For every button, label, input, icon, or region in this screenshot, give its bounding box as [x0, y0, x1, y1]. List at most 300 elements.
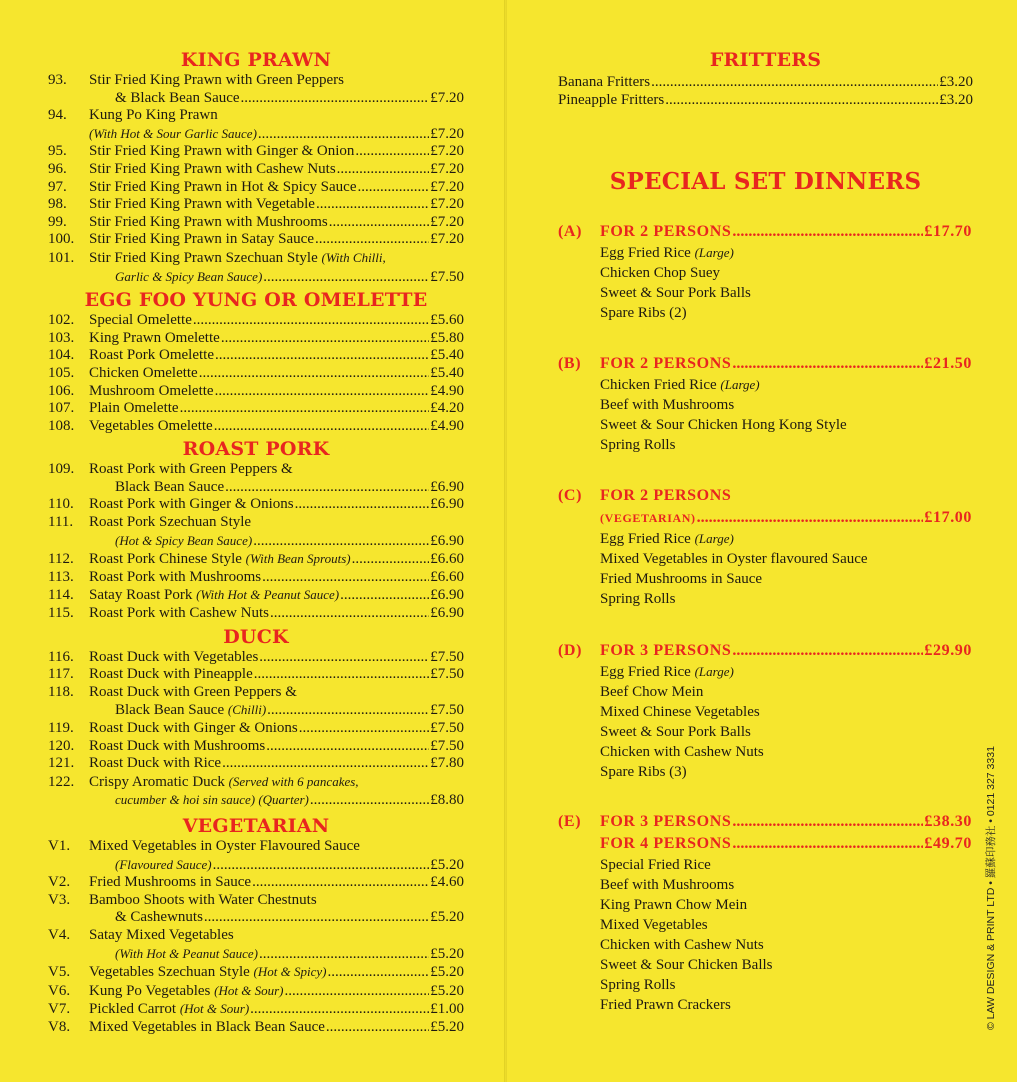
leader-dots: [214, 418, 430, 436]
set-header: [558, 640, 972, 662]
dish-name: Beef with Mushrooms: [600, 877, 735, 893]
item-text: Bamboo Shoots with Water Chestnuts: [89, 891, 317, 908]
item-note: (With Chilli,: [321, 249, 386, 265]
set-dish: [558, 935, 972, 955]
item-text: Stir Fried King Prawn with Vegetable: [89, 196, 315, 213]
item-text: Vegetables Omelette: [89, 417, 213, 434]
leader-dots: [352, 551, 430, 569]
leader-dots: [270, 605, 429, 623]
menu-item-line: [48, 479, 464, 497]
dish-name: Beef with Mushrooms: [600, 397, 735, 413]
item-number: 122.: [48, 773, 75, 790]
item-name: [89, 249, 386, 268]
leader-dots: [215, 383, 430, 401]
leader-dots: [337, 161, 430, 179]
menu-item-line: [48, 249, 464, 268]
item-number: 121.: [48, 755, 75, 772]
set-dish: [558, 283, 972, 303]
leader-dots: [193, 312, 429, 330]
leader-dots: [199, 365, 430, 383]
set-dish: [558, 375, 972, 395]
item-note: (Hot & Sour): [179, 1001, 250, 1017]
item-note: (With Bean Sprouts): [245, 551, 351, 567]
item-price: £5.20: [430, 1018, 464, 1035]
item-price: £7.50: [430, 702, 464, 719]
leader-dots: [254, 666, 430, 684]
item-price: £5.80: [430, 329, 464, 346]
item-number: V3.: [48, 891, 71, 908]
leader-dots: [250, 1001, 429, 1019]
item-text: Roast Pork Szechuan Style: [89, 514, 252, 531]
menu-item-line: [48, 892, 464, 910]
item-number: 104.: [48, 347, 75, 364]
leader-dots: [213, 857, 430, 875]
leader-dots: [259, 946, 429, 964]
menu-item-line: [48, 738, 464, 756]
item-name: [89, 383, 214, 401]
set-dish: [558, 895, 972, 915]
item-number: 120.: [48, 737, 75, 754]
item-number: 117.: [48, 666, 74, 683]
set-dish: [558, 855, 972, 875]
item-name: [89, 72, 344, 90]
dish-name: Mixed Vegetables: [600, 917, 708, 933]
section-heading: KING PRAWN: [180, 49, 332, 71]
menu-item-line: [48, 550, 464, 569]
set-dish: [558, 529, 972, 549]
set-dish: [558, 263, 972, 283]
item-name: [89, 773, 359, 792]
item-name: [89, 586, 339, 605]
dish-name: Chicken with Cashew Nuts: [600, 744, 764, 760]
set-header: [558, 353, 972, 375]
menu-item: [48, 755, 464, 773]
leader-dots: [258, 126, 429, 144]
item-name: [89, 479, 224, 497]
dish-name: Spring Rolls: [600, 437, 676, 453]
menu-item: [48, 347, 464, 365]
item-number: 100.: [48, 231, 75, 248]
item-name: [89, 496, 294, 514]
item-number: 106.: [48, 382, 75, 399]
item-note: (With Hot & Peanut Sauce): [115, 945, 258, 961]
item-text: Stir Fried King Prawn with Green Peppers: [89, 72, 344, 88]
item-number: V4.: [48, 926, 71, 943]
set-dinners-heading: SPECIAL SET DINNERS: [609, 168, 922, 195]
item-name: [89, 107, 218, 125]
menu-item: [48, 312, 464, 330]
menu-item: [48, 720, 464, 738]
menu-item-line: [48, 1000, 464, 1019]
item-text: Special Omelette: [89, 312, 192, 329]
section-heading: VEGETARIAN: [182, 814, 330, 837]
menu-item-line: [48, 791, 464, 810]
dish-name: Mixed Chinese Vegetables: [600, 704, 760, 720]
item-text: Stir Fried King Prawn Szechuan Style: [89, 249, 322, 266]
dish-name: Spring Rolls: [600, 977, 676, 993]
item-price: £7.20: [430, 231, 464, 248]
item-text: Stir Fried King Prawn in Hot & Spicy Sauce: [89, 178, 357, 195]
item-price: £5.60: [430, 312, 464, 329]
item-text: Roast Pork with Ginger & Onions: [89, 496, 294, 513]
dish-note: (Large): [720, 377, 760, 392]
item-number: 110.: [48, 496, 74, 513]
fritter-price: £3.20: [939, 91, 973, 108]
menu-item: [48, 666, 464, 684]
item-name: [89, 161, 336, 179]
item-number: 108.: [48, 417, 75, 434]
item-text: Pickled Carrot: [89, 1001, 180, 1018]
printer-credit: © LAW DESIGN & PRINT LTD • 羅蘇印務社 • 0121 327 3331: [985, 746, 997, 1030]
section-heading: EGG FOO YUNG OR OMELETTE: [84, 289, 428, 312]
item-number: V8.: [48, 1018, 71, 1035]
menu-item-line: [48, 963, 464, 982]
dish-name: Egg Fried Rice: [600, 664, 695, 680]
menu-item: [48, 383, 464, 401]
item-text: Stir Fried King Prawn with Ginger & Onion: [89, 143, 355, 160]
item-price: £7.20: [430, 196, 464, 213]
item-note: (Hot & Sour): [214, 982, 284, 998]
dish-name: Spare Ribs (3): [600, 764, 687, 780]
leader-dots: [263, 269, 429, 287]
item-number: 113.: [48, 568, 74, 585]
item-text: Crispy Aromatic Duck: [89, 773, 229, 790]
item-name: [89, 1019, 325, 1037]
item-name: [89, 514, 251, 532]
leader-dots: [299, 720, 430, 738]
set-price: £17.70: [924, 223, 972, 240]
item-text: Fried Mushrooms in Sauce: [89, 874, 252, 891]
item-name: [89, 701, 266, 720]
menu-item-line: [48, 982, 464, 1001]
item-name: [89, 179, 356, 197]
leader-dots: [253, 533, 429, 551]
set-header: [558, 833, 972, 855]
item-name: [89, 550, 351, 569]
item-number: 98.: [48, 196, 67, 213]
item-number: 101.: [48, 249, 75, 266]
menu-item-line: [48, 605, 464, 623]
item-price: £7.20: [430, 178, 464, 195]
item-name: [89, 231, 314, 249]
menu-item-line: [48, 909, 464, 927]
menu-item-line: [48, 179, 464, 197]
item-number: 107.: [48, 400, 75, 417]
item-number: V2.: [48, 874, 71, 891]
leader-dots: [697, 507, 924, 529]
item-name: [89, 347, 214, 365]
item-price: £6.90: [430, 587, 464, 604]
dish-name: Chicken with Cashew Nuts: [600, 937, 764, 953]
item-text: Kung Po Vegetables: [89, 982, 215, 999]
item-name: [89, 791, 309, 810]
set-dish: [558, 549, 972, 569]
item-price: £7.50: [430, 737, 464, 754]
item-price: £4.90: [430, 417, 464, 434]
item-name: [89, 838, 360, 856]
item-number: 103.: [48, 329, 75, 346]
set-label: (C): [558, 487, 583, 504]
item-text: Stir Fried King Prawn in Satay Sauce: [89, 231, 314, 248]
item-price: £7.50: [430, 648, 464, 665]
item-number: 93.: [48, 72, 67, 88]
item-number: 102.: [48, 312, 75, 329]
menu-item-line: [48, 461, 464, 479]
item-name: [89, 605, 269, 623]
item-text: Stir Fried King Prawn with Cashew Nuts: [89, 160, 336, 177]
menu-item: [48, 161, 464, 179]
item-number: 118.: [48, 683, 74, 700]
item-price: £7.50: [430, 720, 464, 736]
dish-name: Fried Prawn Crackers: [600, 997, 731, 1013]
set-dish: [558, 915, 972, 935]
fritter-name: Pineapple Fritters: [558, 91, 665, 108]
set-dish: [558, 589, 972, 609]
leader-dots: [266, 738, 429, 756]
fritter-item: [558, 92, 973, 110]
menu-item: [48, 838, 464, 874]
set-price: £38.30: [924, 813, 972, 830]
item-name: [89, 143, 354, 161]
item-text: Roast Duck with Vegetables: [89, 648, 259, 665]
item-text: & Black Bean Sauce: [115, 89, 240, 106]
item-name: [89, 892, 317, 910]
set-header: [558, 485, 972, 507]
menu-item-line: [48, 586, 464, 605]
item-price: £7.20: [430, 160, 464, 177]
set-header: [558, 221, 972, 243]
item-price: £7.50: [430, 268, 464, 285]
dish-name: Sweet & Sour Pork Balls: [600, 285, 751, 301]
item-name: [89, 330, 220, 348]
dish-note: (Large): [694, 245, 734, 260]
item-price: £6.60: [430, 551, 464, 568]
dish-name: Sweet & Sour Chicken Hong Kong Style: [600, 417, 847, 433]
item-price: £5.20: [430, 945, 464, 962]
set-dish: [558, 569, 972, 589]
set-dinner: [558, 811, 972, 1015]
menu-item-line: [48, 383, 464, 401]
item-price: £6.90: [430, 605, 464, 622]
menu-item: [48, 143, 464, 161]
set-label: (B): [558, 355, 582, 372]
item-name: [89, 418, 213, 436]
item-note: (With Hot & Sour Garlic Sauce): [89, 125, 257, 141]
menu-item-line: [48, 874, 464, 892]
dish-name: Fried Mushrooms in Sauce: [600, 571, 763, 587]
set-dinner: [558, 485, 972, 609]
menu-item-line: [48, 1019, 464, 1037]
leader-dots: [262, 569, 429, 587]
leader-dots: [215, 347, 429, 365]
item-name: [89, 196, 315, 214]
leader-dots: [221, 330, 429, 348]
menu-item-line: [48, 927, 464, 945]
menu-item-line: [48, 755, 464, 773]
set-dish: [558, 955, 972, 975]
set-persons: (VEGETARIAN): [600, 511, 696, 525]
menu-item-line: [48, 107, 464, 125]
item-price: £4.60: [430, 874, 464, 891]
dish-note: (Large): [694, 664, 734, 679]
menu-item: [48, 107, 464, 143]
menu-item: [48, 649, 464, 667]
set-dish: [558, 662, 972, 682]
item-price: £6.90: [430, 496, 464, 513]
item-price: £5.20: [430, 856, 464, 873]
menu-item-line: [48, 400, 464, 418]
menu-item-line: [48, 720, 464, 738]
item-text: Roast Pork with Cashew Nuts: [89, 605, 269, 622]
menu-item: [48, 418, 464, 436]
set-dinner: [558, 353, 972, 455]
set-persons: FOR 2 PERSONS: [600, 223, 732, 240]
item-text: Roast Duck with Pineapple: [89, 666, 253, 683]
set-price: £49.70: [924, 835, 972, 852]
menu-item: [48, 738, 464, 756]
menu-item: [48, 196, 464, 214]
item-price: £6.60: [430, 568, 464, 585]
item-price: £7.80: [430, 755, 464, 772]
item-name: [89, 312, 192, 330]
item-text: Black Bean Sauce: [115, 478, 225, 495]
menu-item: [48, 72, 464, 107]
item-price: £4.20: [430, 400, 464, 417]
item-text: Black Bean Sauce: [115, 702, 228, 719]
set-dish: [558, 722, 972, 742]
set-dish: [558, 395, 972, 415]
menu-item-line: [48, 569, 464, 587]
item-number: 95.: [48, 143, 67, 160]
item-text: Mixed Vegetables in Black Bean Sauce: [89, 1018, 325, 1035]
menu-item: [48, 461, 464, 496]
set-persons: FOR 3 PERSONS: [600, 813, 732, 830]
menu-item: [48, 231, 464, 249]
item-text: & Cashewnuts: [115, 909, 203, 926]
item-price: £7.20: [430, 89, 464, 106]
item-text: Satay Roast Pork: [89, 587, 197, 604]
item-name: [89, 720, 298, 738]
left-menu-page: [0, 0, 505, 1082]
item-note: (With Hot & Peanut Sauce): [196, 587, 340, 603]
item-price: £6.90: [430, 532, 464, 549]
leader-dots: [329, 214, 429, 232]
item-name: [89, 856, 212, 875]
menu-item: [48, 773, 464, 810]
menu-item: [48, 874, 464, 892]
menu-item: [48, 1000, 464, 1019]
set-dish: [558, 702, 972, 722]
menu-item-line: [48, 214, 464, 232]
item-note: cucumber & hoi sin sauce) (Quarter): [115, 792, 309, 808]
set-dinner: [558, 640, 972, 782]
menu-item-line: [48, 532, 464, 551]
item-number: 109.: [48, 461, 75, 478]
leader-dots: [315, 231, 429, 249]
menu-item-line: [48, 856, 464, 875]
item-text: Mixed Vegetables in Oyster Flavoured Sauce: [89, 837, 360, 854]
item-price: £5.20: [430, 982, 464, 999]
item-name: [89, 268, 262, 287]
item-number: 99.: [48, 213, 67, 230]
menu-item: [48, 365, 464, 383]
menu-item-line: [48, 945, 464, 964]
item-name: [89, 1000, 249, 1019]
fritters-heading: FRITTERS: [709, 49, 822, 71]
item-number: 119.: [48, 720, 74, 736]
menu-item-line: [48, 347, 464, 365]
item-text: Stir Fried King Prawn with Mushrooms: [89, 213, 328, 230]
menu-item: [48, 586, 464, 605]
dish-name: Egg Fried Rice: [600, 245, 695, 261]
item-number: 111.: [48, 514, 74, 531]
menu-item: [48, 982, 464, 1001]
left-menu-column: [48, 48, 464, 1037]
leader-dots: [295, 496, 430, 514]
menu-item-line: [48, 143, 464, 161]
set-dish: [558, 995, 972, 1015]
leader-dots: [316, 196, 429, 214]
item-name: [89, 649, 258, 667]
set-price: £17.00: [924, 509, 972, 526]
leader-dots: [732, 811, 923, 833]
item-number: V1.: [48, 837, 71, 854]
item-number: 112.: [48, 551, 74, 568]
menu-item: [48, 1019, 464, 1037]
menu-item-line: [48, 231, 464, 249]
item-text: Chicken Omelette: [89, 364, 198, 381]
menu-item-line: [48, 161, 464, 179]
item-number: 116.: [48, 648, 74, 665]
leader-dots: [252, 874, 429, 892]
menu-item-line: [48, 701, 464, 720]
set-dish: [558, 435, 972, 455]
item-text: Plain Omelette: [89, 400, 179, 417]
leader-dots: [222, 755, 429, 773]
menu-item-line: [48, 72, 464, 90]
menu-item-line: [48, 649, 464, 667]
set-persons: FOR 2 PERSONS: [600, 355, 732, 372]
set-price: £29.90: [924, 642, 972, 659]
fritter-name: Banana Fritters: [558, 74, 651, 90]
leader-dots: [340, 587, 429, 605]
item-text: Roast Pork Chinese Style: [89, 551, 246, 568]
item-name: [89, 982, 283, 1001]
item-text: King Prawn Omelette: [89, 329, 220, 346]
item-number: 96.: [48, 160, 67, 177]
dish-name: Chicken Fried Rice: [600, 377, 721, 393]
menu-item: [48, 496, 464, 514]
item-text: Roast Duck with Green Peppers &: [89, 683, 297, 700]
item-price: £1.00: [430, 1001, 464, 1018]
leader-dots: [732, 221, 923, 243]
item-name: [89, 666, 253, 684]
item-price: £5.40: [430, 364, 464, 381]
item-text: Mushroom Omelette: [89, 382, 214, 399]
set-dish: [558, 415, 972, 435]
leader-dots: [284, 983, 429, 1001]
menu-item: [48, 569, 464, 587]
item-number: 105.: [48, 364, 75, 381]
menu-item-line: [48, 330, 464, 348]
item-name: [89, 945, 258, 964]
item-text: Roast Duck with Rice: [89, 755, 222, 772]
item-name: [89, 963, 326, 982]
leader-dots: [355, 143, 429, 161]
set-dish: [558, 243, 972, 263]
menu-item-line: [48, 125, 464, 144]
leader-dots: [732, 833, 923, 855]
